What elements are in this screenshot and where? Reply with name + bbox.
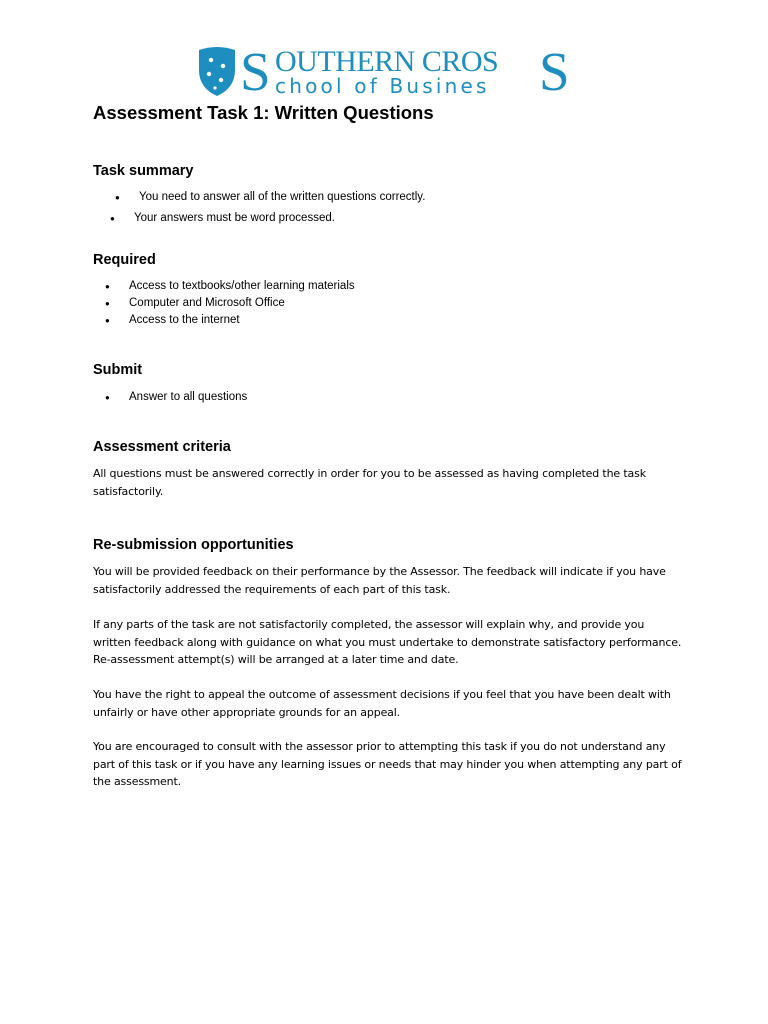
school-logo [197, 41, 573, 102]
shield-icon [197, 46, 237, 98]
logo-letter-s: S [240, 41, 271, 102]
resubmission-paragraph: If any parts of the task are not satisfactorily completed, the assessor will explain why, and provide you written feedback along with guidance on what you must undertake to demonstrate satisfactory performance. Re-assessment attempt(s) will be arranged at a later time and date. [93, 618, 682, 666]
bullet-icon: ● [105, 316, 110, 325]
required-heading: Required [93, 252, 156, 268]
task-summary-heading: Task summary [93, 163, 194, 179]
page-title: Assessment Task 1: Written Questions [93, 102, 434, 123]
bullet-icon: ● [105, 393, 110, 402]
submit-heading: Submit [93, 362, 143, 378]
logo-letter-s-end: S [539, 41, 570, 102]
criteria-heading: Assessment criteria [93, 439, 231, 455]
bullet-icon: ● [105, 282, 110, 291]
bullet-icon: ● [115, 193, 120, 202]
resubmission-paragraph: You are encouraged to consult with the assessor prior to attempting this task if you do not understand any part of this task or if you have any learning issues or needs that may hinder you when attempting any part of the assessment. [93, 740, 682, 788]
resubmission-paragraph: You will be provided feedback on their performance by the Assessor. The feedback will indicate if you have satisfactorily addressed the requirements of each part of this task. [93, 565, 666, 596]
bullet-icon: ● [110, 214, 115, 223]
bullet-icon: ● [105, 299, 110, 308]
resubmission-paragraph: You have the right to appeal the outcome of assessment decisions if you feel that you have been dealt with unfairly or have other appropriate grounds for an appeal. [93, 688, 671, 719]
logo-line1: OUTHERN CROS [275, 45, 499, 78]
resubmission-heading: Re-submission opportunities [93, 537, 294, 553]
criteria-text: All questions must be answered correctly in order for you to be assessed as having completed the task satisfactorily. [93, 467, 646, 498]
logo-line2: chool of Busines [275, 74, 490, 98]
